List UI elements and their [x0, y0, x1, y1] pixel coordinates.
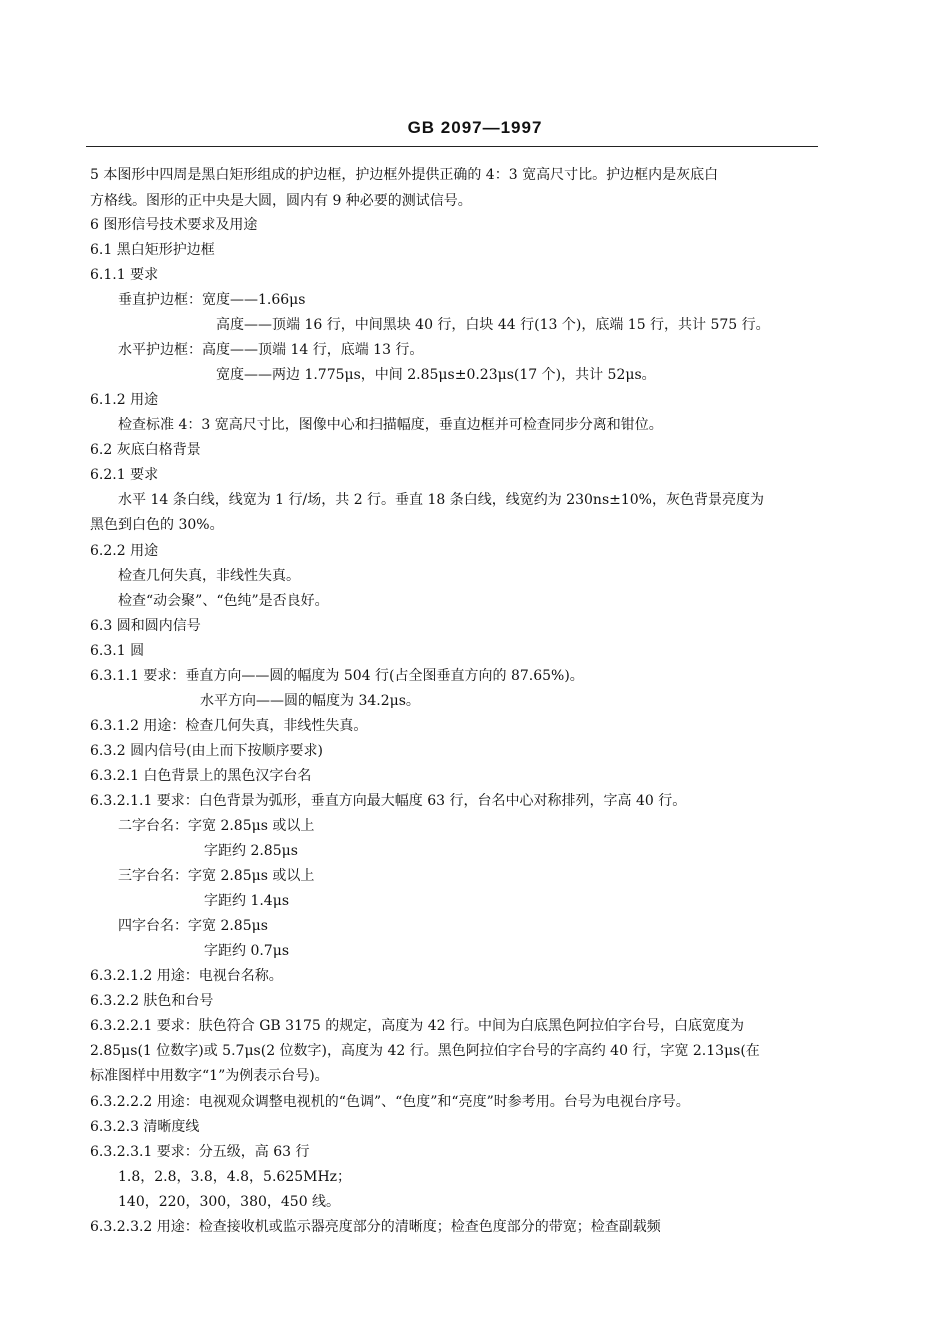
horizontal-border-height: 水平护边框：高度——顶端 14 行，底端 13 行。 — [118, 342, 424, 358]
section-6-2-2-text-line-2: 检查“动会聚”、“色纯”是否良好。 — [118, 593, 329, 609]
vertical-border-height: 高度——顶端 16 行，中间黑块 40 行，白块 44 行(13 个)，底端 15 行，共计 575 行。 — [216, 317, 770, 333]
section-6-3-1-heading: 6.3.1 圆 — [90, 643, 145, 659]
section-6-1-1-heading: 6.1.1 要求 — [90, 267, 159, 283]
section-6-3-2-1-1-text: 6.3.2.1.1 要求：白色背景为弧形，垂直方向最大幅度 63 行，台名中心对称排列，字高 40 行。 — [90, 793, 687, 809]
four-char-name-width: 四字台名：字宽 2.85μs — [118, 918, 268, 934]
section-6-2-2-text-line-1: 检查几何失真，非线性失真。 — [118, 568, 300, 584]
section-6-3-1-2-text: 6.3.1.2 用途：检查几何失真，非线性失真。 — [90, 718, 368, 734]
section-6-2-heading: 6.2 灰底白格背景 — [90, 442, 201, 458]
section-6-2-1-heading: 6.2.1 要求 — [90, 467, 159, 483]
paragraph-5-line-2: 方格线。图形的正中央是大圆，圆内有 9 种必要的测试信号。 — [90, 193, 472, 209]
section-6-1-2-heading: 6.1.2 用途 — [90, 392, 159, 408]
four-char-name-spacing: 字距约 0.7μs — [204, 943, 289, 959]
section-6-heading: 6 图形信号技术要求及用途 — [90, 217, 258, 233]
section-6-3-2-2-heading: 6.3.2.2 肤色和台号 — [90, 993, 214, 1009]
page-header-standard-number: GB 2097—1997 — [407, 118, 543, 137]
horizontal-border-width: 宽度——两边 1.775μs，中间 2.85μs±0.23μs(17 个)，共计 52μs。 — [216, 367, 656, 383]
section-6-3-2-3-1-text: 6.3.2.3.1 要求：分五级，高 63 行 — [90, 1144, 310, 1160]
section-6-2-1-text-line-1: 水平 14 条白线，线宽为 1 行/场，共 2 行。垂直 18 条白线，线宽约为 230ns±10%，灰色背景亮度为 — [118, 492, 764, 508]
frequency-list: 1.8，2.8，3.8，4.8，5.625MHz； — [118, 1169, 352, 1185]
header-rule — [86, 146, 818, 147]
two-char-name-spacing: 字距约 2.85μs — [204, 843, 298, 859]
section-6-3-2-1-2-text: 6.3.2.1.2 用途：电视台名称。 — [90, 968, 283, 984]
paragraph-5-line-1: 5 本图形中四周是黑白矩形组成的护边框，护边框外提供正确的 4：3 宽高尺寸比。护边框内是灰底白 — [90, 167, 719, 183]
section-6-1-heading: 6.1 黑白矩形护边框 — [90, 242, 215, 258]
two-char-name-width: 二字台名：字宽 2.85μs 或以上 — [118, 818, 315, 834]
section-6-3-2-2-2-text: 6.3.2.2.2 用途：电视观众调整电视机的“色调”、“色度”和“亮度”时参考用。台号为电视台序号。 — [90, 1094, 690, 1110]
section-6-3-2-heading: 6.3.2 圆内信号(由上而下按顺序要求) — [90, 743, 323, 759]
three-char-name-spacing: 字距约 1.4μs — [204, 893, 289, 909]
section-6-3-2-3-2-text: 6.3.2.3.2 用途：检查接收机或监示器亮度部分的清晰度；检查色度部分的带宽；检查副载频 — [90, 1219, 661, 1235]
three-char-name-width: 三字台名：字宽 2.85μs 或以上 — [118, 868, 315, 884]
section-6-3-2-2-1-line-3: 标准图样中用数字“1”为例表示台号)。 — [90, 1068, 329, 1084]
vertical-border-width: 垂直护边框：宽度——1.66μs — [118, 292, 306, 308]
section-6-2-1-text-line-2: 黑色到白色的 30%。 — [90, 517, 224, 533]
section-6-3-heading: 6.3 圆和圆内信号 — [90, 618, 201, 634]
section-6-3-1-1-text: 6.3.1.1 要求：垂直方向——圆的幅度为 504 行(占全图垂直方向的 87.65%)。 — [90, 668, 584, 684]
section-6-3-2-3-heading: 6.3.2.3 清晰度线 — [90, 1119, 200, 1135]
section-6-3-2-2-1-line-2: 2.85μs(1 位数字)或 5.7μs(2 位数字)，高度为 42 行。黑色阿拉伯字台号的字高约 40 行，字宽 2.13μs(在 — [90, 1043, 760, 1059]
line-count-list: 140，220，300，380，450 线。 — [118, 1194, 341, 1210]
section-6-3-1-1-horizontal: 水平方向——圆的幅度为 34.2μs。 — [200, 693, 420, 709]
section-6-3-2-2-1-line-1: 6.3.2.2.1 要求：肤色符合 GB 3175 的规定，高度为 42 行。中间为白底黑色阿拉伯字台号，白底宽度为 — [90, 1018, 744, 1034]
section-6-3-2-1-heading: 6.3.2.1 白色背景上的黑色汉字台名 — [90, 768, 312, 784]
section-6-1-2-text: 检查标准 4：3 宽高尺寸比，图像中心和扫描幅度，垂直边框并可检查同步分离和钳位。 — [118, 417, 663, 433]
section-6-2-2-heading: 6.2.2 用途 — [90, 543, 159, 559]
